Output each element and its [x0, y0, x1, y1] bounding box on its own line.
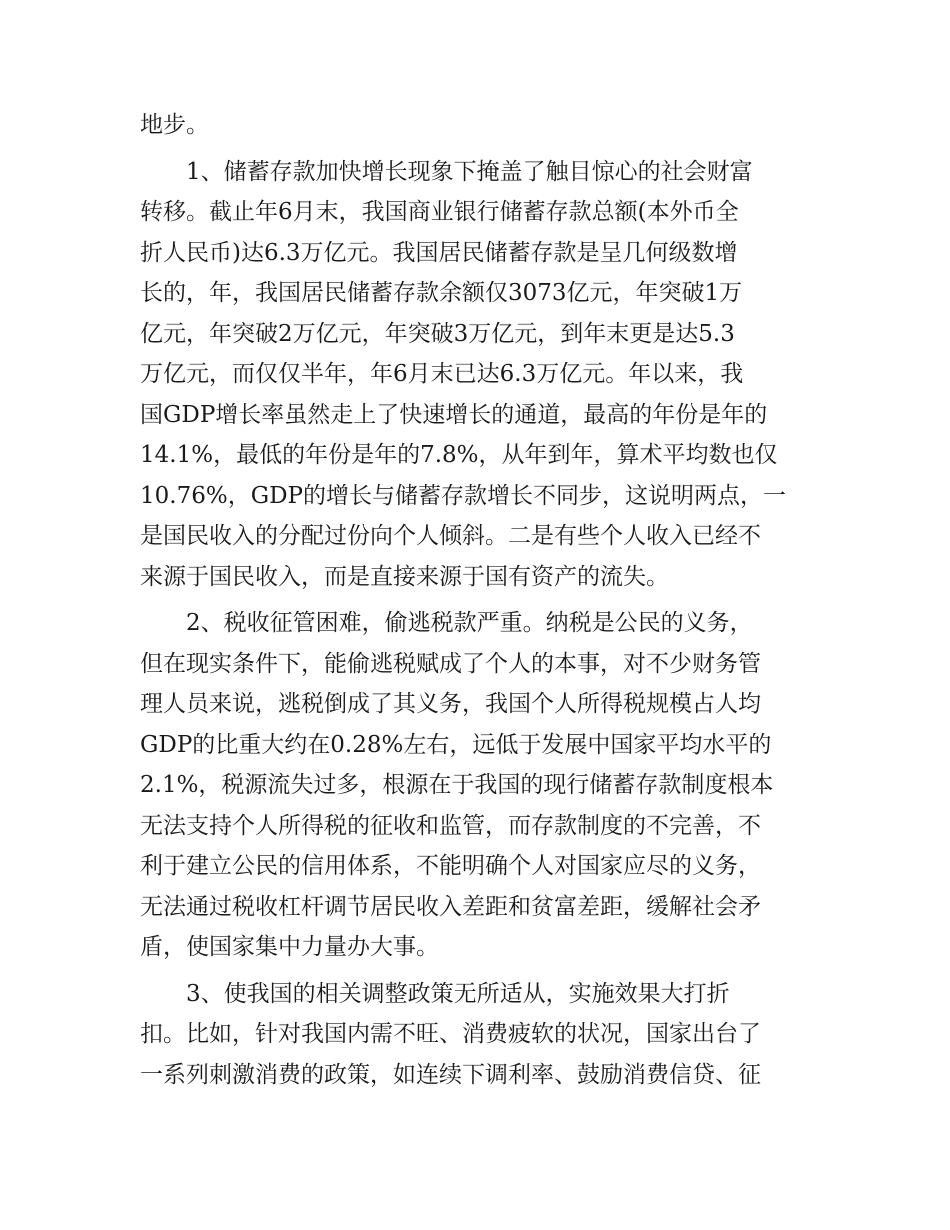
- text-line: 折人民币)达6.3万亿元。我国居民储蓄存款是呈几何级数增: [140, 240, 738, 266]
- text-line: 万亿元，而仅仅半年，年6月末已达6.3万亿元。年以来，我: [140, 361, 744, 387]
- text-line: 亿元，年突破2万亿元，年突破3万亿元，到年末更是达5.3: [140, 321, 735, 347]
- text-line: 来源于国民收入，而是直接来源于国有资产的流失。: [140, 564, 669, 590]
- paragraph-1-start: 1、储蓄存款加快增长现象下掩盖了触目惊心的社会财富: [186, 159, 753, 185]
- text-line: 理人员来说，逃税倒成了其义务，我国个人所得税规模占人均: [140, 691, 761, 717]
- text-line: 无法支持个人所得税的征收和监管，而存款制度的不完善，不: [140, 813, 761, 839]
- text-line: 无法通过税收杠杆调节居民收入差距和贫富差距，缓解社会矛: [140, 894, 761, 920]
- text-line: 是国民收入的分配过份向个人倾斜。二是有些个人收入已经不: [140, 523, 761, 549]
- text-line: 盾，使国家集中力量办大事。: [140, 934, 439, 960]
- text-line: 利于建立公民的信用体系，不能明确个人对国家应尽的义务，: [140, 853, 761, 879]
- text-line: 一系列刺激消费的政策，如连续下调利率、鼓励消费信贷、征: [140, 1062, 761, 1088]
- text-line: 10.76%，GDP的增长与储蓄存款增长不同步，这说明两点，一: [140, 483, 786, 509]
- text-line: 地步。: [140, 112, 209, 138]
- paragraph-2-start: 2、税收征管困难，偷逃税款严重。纳税是公民的义务，: [186, 610, 753, 636]
- text-line: 扣。比如，针对我国内需不旺、消费疲软的状况，国家出台了: [140, 1021, 761, 1047]
- paragraph-3-start: 3、使我国的相关调整政策无所适从，实施效果大打折: [186, 981, 730, 1007]
- text-line: 长的，年，我国居民储蓄存款余额仅3073亿元，年突破1万: [140, 280, 743, 306]
- text-line: 国GDP增长率虽然走上了快速增长的通道，最高的年份是年的: [140, 402, 768, 428]
- text-line: GDP的比重大约在0.28%左右，远低于发展中国家平均水平的: [140, 732, 772, 758]
- text-line: 2.1%，税源流失过多，根源在于我国的现行储蓄存款制度根本: [140, 772, 774, 798]
- text-line: 但在现实条件下，能偷逃税赋成了个人的本事，对不少财务管: [140, 651, 761, 677]
- text-line: 14.1%，最低的年份是年的7.8%，从年到年，算术平均数也仅: [140, 442, 778, 468]
- text-line: 转移。截止年6月末，我国商业银行储蓄存款总额(本外币全: [140, 199, 739, 225]
